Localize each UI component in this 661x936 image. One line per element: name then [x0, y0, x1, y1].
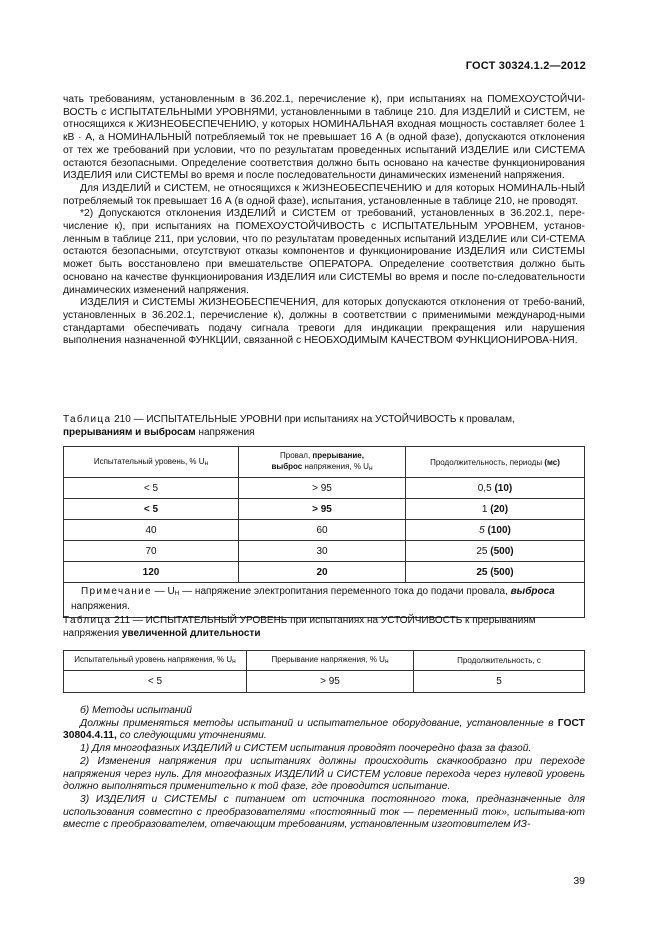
cell-level: < 5 — [64, 478, 239, 499]
caption-number: 210 — [114, 414, 131, 425]
cell-duration: 25 (500) — [406, 562, 585, 583]
table-row — [64, 478, 585, 499]
paragraph-continuation: чать требованиям, установленным в 36.202.1, перечисление к), при испытаниях на ПОМЕХОУСТОЙЧИ-ВОСТЬ с ИСПЫТАТЕЛЬНЫМИ УРОВНЯМИ, установленными в таблице 210. Для ИЗДЕЛИЙ и СИСТЕМ, не относящихся к ЖИЗНЕОБЕСПЕЧЕНИЮ, у которых НОМИНАЛЬНАЯ входная мощность составляет более 1 кВ · А, а НОМИНАЛЬНЫЙ потребляемый ток не превышает 16 А (в одной фазе), допускаются отклонения от тех же требований при условии, что по результатам проведенных испытаний ИЗДЕЛИЕ или СИСТЕМА остаются безопасными. Определение соответствия должно быть основано на качестве функционирования ИЗДЕЛИЯ или СИСТЕМЫ во время и после последовательности динамических изменений напряжения. — [63, 94, 585, 182]
caption-bold: увеличенной длительности — [121, 627, 261, 639]
table-header-row — [64, 447, 585, 478]
cell-level: < 5 — [64, 671, 247, 693]
document-code: ГОСТ 30324.1.2—2012 — [465, 60, 586, 72]
col-header-duration: Продолжительность, с — [414, 651, 585, 671]
table-header-row — [64, 651, 585, 671]
cell-duration: 5 (100) — [406, 520, 585, 541]
paragraph-rated-current: Для ИЗДЕЛИЙ и СИСТЕМ, не относящихся к ЖИЗНЕОБЕСПЕЧЕНИЮ и для которых НОМИНАЛЬ-НЫЙ потребляемый ток превышает 16 А (в одной фазе), испытания, установленные в таблице 210, не проводят. — [63, 182, 585, 207]
table-211-caption — [63, 615, 585, 640]
col-header-duration: Продолжительность, периоды (мс) — [406, 447, 585, 478]
table-row — [64, 499, 585, 520]
paragraph-deviation-note: *2) Допускаются отклонения ИЗДЕЛИЙ и СИСТЕМ от требований, установленных в 36.202.1, пере-числение к), при испытаниях на ПОМЕХОУСТОЙЧИВОСТЬ с ИСПЫТАТЕЛЬНЫМ УРОВНЕМ, установ-ленным в таблице 211, при условии, что по результатам проведенных испытаний ИЗДЕЛИЕ или СИ-СТЕМА остаются безопасными, отсутствуют отказы компонентов и функционирование ИЗДЕЛИЯ или СИСТЕМЫ может быть восстановлено при вмешательстве ОПЕРАТОРА. Определение соответствия должно быть основано на качестве функционирования ИЗДЕЛИЯ или СИСТЕМЫ во время и после по-следовательности динамических изменений напряжения. — [63, 208, 585, 296]
cell-interrupt: > 95 — [247, 671, 414, 693]
cell-level: 40 — [64, 520, 239, 541]
table-211 — [63, 650, 585, 693]
page-number: 39 — [573, 875, 585, 887]
cell-duration: 25 (500) — [406, 541, 585, 562]
table-row — [64, 671, 585, 693]
caption-text: — ИСПЫТАТЕЛЬНЫЙ УРОВЕНЬ при испытаниях на УСТОЙЧИВОСТЬ к прерываниям напряжения — [63, 615, 536, 639]
methods-heading: б) Методы испытаний — [80, 705, 193, 716]
test-methods-section — [63, 705, 585, 832]
paragraph-life-support: ИЗДЕЛИЯ и СИСТЕМЫ ЖИЗНЕОБЕСПЕЧЕНИЯ, для которых допускаются отклонения от требо-ваний, установленных в 36.202.1, перечисление к), должны в соответствии с применимыми международ-ными стандартами обеспечивать подачу сигнала тревоги для индикации прекращения или нарушения выполнения назначенной ФУНКЦИИ, связанной с НЕОБХОДИМЫМ КАЧЕСТВОМ ФУНКЦИОНИРОВА-НИЯ. — [63, 297, 585, 347]
caption-label: Таблица — [63, 414, 112, 425]
cell-dip: 30 — [239, 541, 406, 562]
table-note-row — [64, 583, 585, 618]
table-210-caption — [63, 414, 585, 439]
cell-duration: 5 — [414, 671, 585, 693]
col-header-level: Испытательный уровень, % $U_н$ — [64, 447, 239, 478]
cell-duration: 1 (20) — [406, 499, 585, 520]
methods-item-2: 2) Изменения напряжения при испытаниях должны происходить скачкообразно при переходе напряжения через нуль. Для многофазных ИЗДЕЛИЙ и СИСТЕМ условие перехода через нулевой уровень должно выполняться применительно к той фазе, где проводится испытание. — [63, 755, 585, 793]
table-row — [64, 562, 585, 583]
methods-item-1: 1) Для многофазных ИЗДЕЛИЙ и СИСТЕМ испытания проводят поочередно фаза за фазой. — [80, 743, 532, 755]
cell-dip: > 95 — [239, 478, 406, 499]
cell-dip: > 95 — [239, 499, 406, 520]
methods-item-3: 3) ИЗДЕЛИЯ и СИСТЕМЫ с питанием от источника постоянного тока, предназначенные для использования совместно с преобразователями «постоянный ток — переменный ток», испытыва-ют вместе с преобразователем, отвечающим требованиям, установленным изготовителем ИЗ- — [63, 793, 585, 831]
cell-dip: 20 — [239, 562, 406, 583]
requirements-text — [63, 94, 585, 348]
caption-bold: прерываниям и выбросам — [63, 426, 196, 438]
caption-label: Таблица — [63, 615, 112, 626]
caption-number: 211 — [114, 615, 131, 626]
col-header-interrupt: Прерывание напряжения, % $U_н$ — [247, 651, 414, 671]
cell-level: 70 — [64, 541, 239, 562]
table-row — [64, 520, 585, 541]
cell-level: 120 — [64, 562, 239, 583]
caption-text: — ИСПЫТАТЕЛЬНЫЕ УРОВНИ при испытаниях на УСТОЙЧИВОСТЬ к провалам, — [133, 414, 515, 425]
col-header-dip: Провал, прерывание, выброс напряжения, % $U_н$ — [239, 447, 406, 478]
cell-dip: 60 — [239, 520, 406, 541]
col-header-level: Испытательный уровень напряжения, % $U_н$ — [64, 651, 247, 671]
table-row — [64, 541, 585, 562]
table-note: Примечание — $U_Н$ — напряжение электропитания переменного тока до подачи провала, выброса напряжения. — [64, 583, 585, 618]
cell-duration: 0,5 (10) — [406, 478, 585, 499]
table-210 — [63, 446, 585, 618]
methods-intro: Должны применяться методы испытаний и испытательное оборудование, установленные в ГОСТ 30804.4.11, со следующими уточнениями. — [63, 717, 585, 742]
caption-end: напряжения — [198, 426, 255, 438]
cell-level: < 5 — [64, 499, 239, 520]
